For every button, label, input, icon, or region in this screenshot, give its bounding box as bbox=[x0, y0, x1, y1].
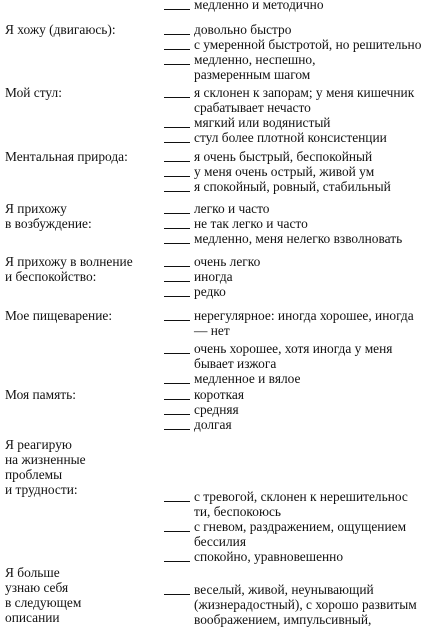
answer-blank[interactable] bbox=[164, 216, 190, 229]
option bbox=[164, 489, 439, 519]
option bbox=[164, 269, 439, 284]
answer-blank[interactable] bbox=[164, 22, 190, 35]
question-label: Мое пищеварение: bbox=[5, 308, 113, 323]
answer-blank[interactable] bbox=[164, 231, 190, 244]
option bbox=[164, 52, 439, 82]
option-text: спокойно, уравновешенно bbox=[194, 549, 344, 564]
option bbox=[164, 115, 439, 130]
option-text: стул более плотной консистенции bbox=[194, 130, 387, 145]
answer-blank[interactable] bbox=[164, 269, 190, 282]
option bbox=[164, 85, 439, 115]
options bbox=[164, 22, 439, 82]
answer-blank[interactable] bbox=[164, 582, 190, 595]
option-text: короткая bbox=[194, 387, 244, 402]
option bbox=[164, 149, 439, 164]
option-text: у меня очень острый, живой ум bbox=[194, 164, 375, 179]
option bbox=[164, 216, 439, 231]
option-text: не так легко и часто bbox=[194, 216, 308, 231]
question-label: Я прихожу в волнение и беспокойство: bbox=[5, 254, 133, 284]
option bbox=[164, 387, 439, 402]
option-text: с умеренной быстротой, но решительно bbox=[194, 37, 422, 52]
option bbox=[164, 37, 439, 52]
answer-blank[interactable] bbox=[164, 402, 190, 415]
option bbox=[164, 519, 439, 549]
option-text: очень легко bbox=[194, 254, 261, 269]
options bbox=[164, 85, 439, 145]
question-label: Я реагирую на жизненные проблемы и трудности: bbox=[5, 437, 86, 497]
option bbox=[164, 254, 439, 269]
answer-blank[interactable] bbox=[164, 115, 190, 128]
answer-blank[interactable] bbox=[164, 85, 190, 98]
answer-blank[interactable] bbox=[164, 549, 190, 562]
options bbox=[164, 0, 439, 12]
answer-blank[interactable] bbox=[164, 37, 190, 50]
option bbox=[164, 130, 439, 145]
option bbox=[164, 341, 439, 371]
answer-blank[interactable] bbox=[164, 387, 190, 400]
option bbox=[164, 22, 439, 37]
option-text: медленно, неспешно, размеренным шагом bbox=[194, 52, 316, 82]
answer-blank[interactable] bbox=[164, 254, 190, 267]
option bbox=[164, 0, 439, 12]
question-label: Ментальная природа: bbox=[5, 149, 128, 164]
answer-blank[interactable] bbox=[164, 371, 190, 384]
answer-blank[interactable] bbox=[164, 179, 190, 192]
options bbox=[164, 582, 439, 627]
question-label: Я хожу (двигаюсь): bbox=[5, 22, 116, 37]
option bbox=[164, 371, 439, 386]
option-text: медленное и вялое bbox=[194, 371, 301, 386]
option-text: легко и часто bbox=[194, 201, 270, 216]
option-text: иногда bbox=[194, 269, 233, 284]
option-text: с гневом, раздражением, ощущением бессилия bbox=[194, 519, 407, 549]
question-label: Я больше узнаю себя в следующем описании bbox=[5, 565, 82, 625]
option-text: довольно быстро bbox=[194, 22, 292, 37]
answer-blank[interactable] bbox=[164, 130, 190, 143]
answer-blank[interactable] bbox=[164, 489, 190, 502]
options bbox=[164, 149, 439, 194]
option-text: очень хорошее, хотя иногда у меня бывает изжога bbox=[194, 341, 393, 371]
options bbox=[164, 387, 439, 432]
option-text: я склонен к запорам; у меня кишечник срабатывает нечасто bbox=[194, 85, 415, 115]
option-text: медленно и методично bbox=[194, 0, 324, 12]
answer-blank[interactable] bbox=[164, 519, 190, 532]
option bbox=[164, 231, 439, 246]
options bbox=[164, 254, 439, 299]
option bbox=[164, 201, 439, 216]
option bbox=[164, 549, 439, 564]
option-text: с тревогой, склонен к нерешительнос ти, беспокоюсь bbox=[194, 489, 408, 519]
answer-blank[interactable] bbox=[164, 308, 190, 321]
answer-blank[interactable] bbox=[164, 417, 190, 430]
answer-blank[interactable] bbox=[164, 284, 190, 297]
answer-blank[interactable] bbox=[164, 341, 190, 354]
answer-blank[interactable] bbox=[164, 164, 190, 177]
option-text: долгая bbox=[194, 417, 232, 432]
option-text: медленно, меня нелегко взволновать bbox=[194, 231, 403, 246]
option bbox=[164, 582, 439, 627]
option-text: веселый, живой, неунывающий (жизнерадостный), с хорошо развитым воображением, импульсивный, bbox=[194, 582, 417, 627]
answer-blank[interactable] bbox=[164, 149, 190, 162]
option-text: нерегулярное: иногда хорошее, иногда — нет bbox=[194, 308, 414, 338]
option-text: средняя bbox=[194, 402, 239, 417]
option-text: редко bbox=[194, 284, 226, 299]
option bbox=[164, 308, 439, 338]
answer-blank[interactable] bbox=[164, 201, 190, 214]
options bbox=[164, 489, 439, 564]
options bbox=[164, 308, 439, 386]
option bbox=[164, 417, 439, 432]
options bbox=[164, 201, 439, 246]
option bbox=[164, 179, 439, 194]
option-text: я спокойный, ровный, стабильный bbox=[194, 179, 391, 194]
question-label: Моя память: bbox=[5, 387, 76, 402]
answer-blank[interactable] bbox=[164, 0, 190, 10]
option-text: мягкий или водянистый bbox=[194, 115, 331, 130]
question-label: Я прихожу в возбуждение: bbox=[5, 201, 92, 231]
option-text: я очень быстрый, беспокойный bbox=[194, 149, 373, 164]
option bbox=[164, 284, 439, 299]
option bbox=[164, 164, 439, 179]
question-label: Мой стул: bbox=[5, 85, 62, 100]
option bbox=[164, 402, 439, 417]
answer-blank[interactable] bbox=[164, 52, 190, 65]
